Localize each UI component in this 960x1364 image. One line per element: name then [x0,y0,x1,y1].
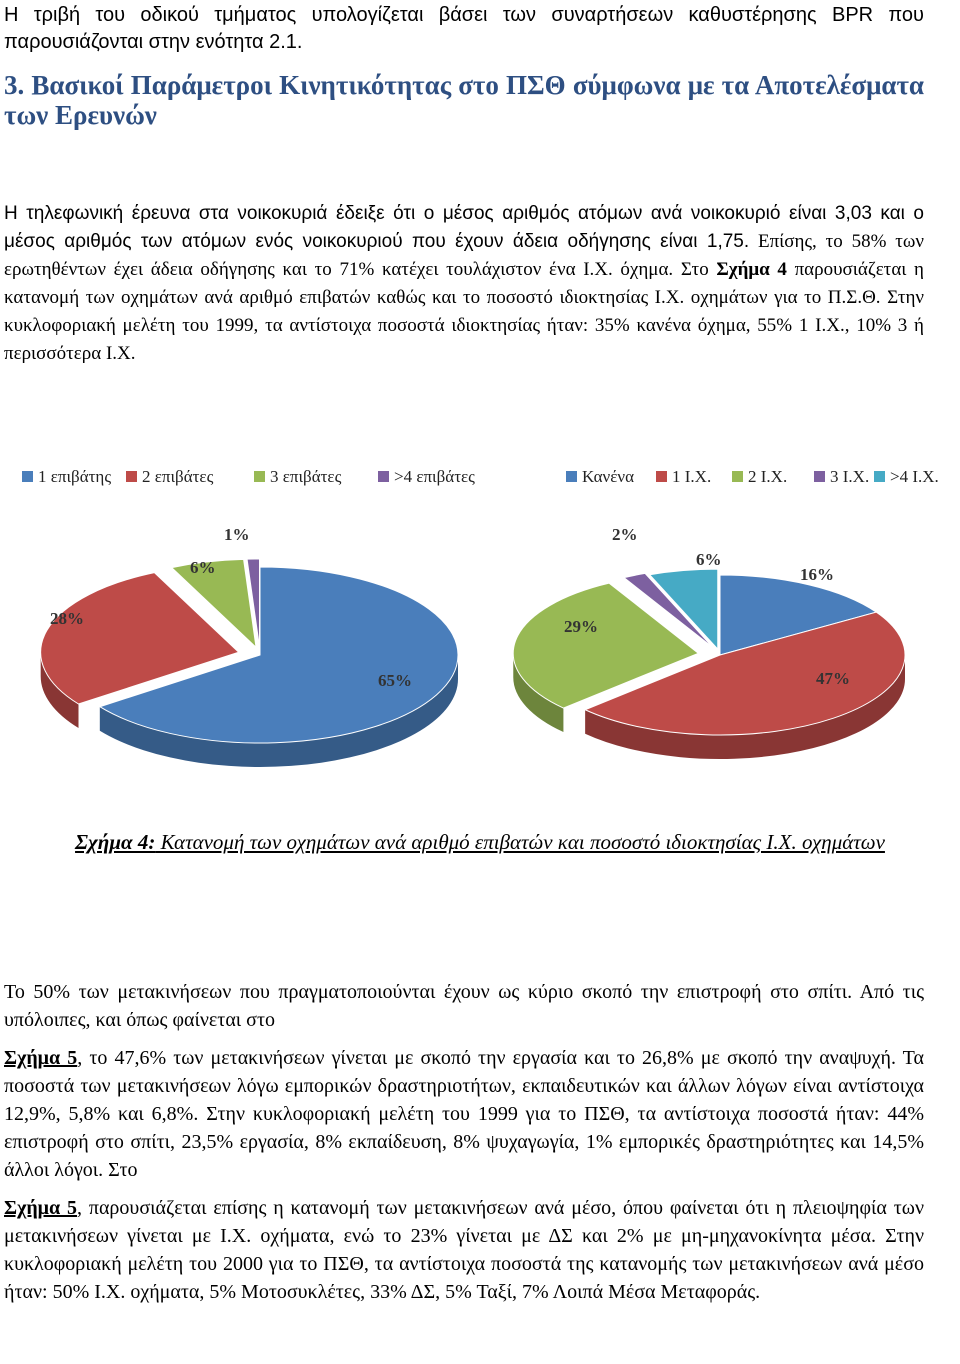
legend-label: 3 επιβάτες [270,467,342,486]
legend-label: >4 Ι.Χ. [890,467,939,486]
trip-mode-text: , παρουσιάζεται επίσης η κατανομή των μετακινήσεων ανά μέσο, όπου φαίνεται ότι η πλειοψηφία των μετακινήσεων γίνεται με Ι.Χ. οχήματα, ενώ το 23% γίνεται με ΔΣ και 2% με μη-μηχανοκίνητα μέσα. Στην κυκλοφοριακή μελέτη του 2000 για το ΠΣΘ, τα αντίστοιχα ποσοστά της κατανομής των μετακινήσεων ανά μέσο ήταν: 50% Ι.Χ. οχήματα, 5% Μοτοσυκλέτες, 33% ΔΣ, 5% Ταξί, 7% Λοιπά Μέσα Μεταφοράς. [4,1197,924,1303]
legend-swatch [22,471,33,482]
legend-label: >4 επιβάτες [394,467,475,486]
legend-swatch [126,471,137,482]
data-label: 1% [224,525,250,544]
data-label: 2% [612,525,638,544]
legend-label: 2 Ι.Χ. [748,467,788,486]
legend-label: 3 Ι.Χ. [830,467,870,486]
legend-swatch [566,471,577,482]
legend-label: 1 Ι.Χ. [672,467,712,486]
trip-purpose-text-a: Το 50% των μετακινήσεων που πραγματοποιούνται έχουν ως κύριο σκοπό την επιστροφή στο σπίτι. Από τις υπόλοιπες, και όπως φαίνεται στο [4,981,924,1031]
household-text-a: Επίσης, το 58% των ερωτηθέντων έχει άδεια οδήγησης και το 71% κατέχει τουλάχιστον ένα Ι.Χ. όχημα. Στο [4,231,924,280]
trip-purpose-text-b: , το 47,6% των μετακινήσεων γίνεται με σκοπό την εργασία και το 26,8% με σκοπό την αναψυχή. Τα ποσοστά των μετακινήσεων λόγω εμπορικών δραστηριοτήτων, εκπαιδευτικών και άλλων λόγων είναι αντίστοιχα 12,9%, 5,8% και 6,8%. Στην κυκλοφοριακή μελέτη του 1999 για το ΠΣΘ, τα αντίστοιχα ποσοστά ήταν: 44% επιστροφή στο σπίτι, 23,5% εργασία, 8% εκπαίδευση, 8% ψυχαγωγία, 1% εμπορικές δραστηριότητες και 14,5% άλλοι λόγοι. Στο [4,1047,925,1181]
figure-caption-text: Κατανομή των οχημάτων ανά αριθμό επιβατών και ποσοστό ιδιοκτησίας Ι.Χ. οχημάτων [155,830,885,854]
legend-swatch [874,471,885,482]
figure-caption-lead: Σχήμα 4: [75,830,156,854]
data-label: 16% [800,565,834,584]
data-label: 65% [378,671,412,690]
figure-caption [0,828,960,856]
household-text-b: παρουσιάζεται η κατανομή των οχημάτων ανά αριθμό επιβατών καθώς και το ποσοστό ιδιοκτησίας Ι.Χ. οχημάτων για το Π.Σ.Θ. Στην κυκλοφοριακή μελέτη του 1999, τα αντίστοιχα ποσοστά ιδιοκτησίας ήταν: 35% κανένα όχημα, 55% 1 Ι.Χ., 10% 3 ή περισσότερα Ι.Χ. [4,259,924,364]
legend-swatch [732,471,743,482]
data-label: 6% [696,550,722,569]
legend-swatch [378,471,389,482]
household-text-sans: Η τηλεφωνική έρευνα στα νοικοκυριά έδειξε ότι ο μέσος αριθμός ατόμων ανά νοικοκυριό είναι 3,03 και ο μέσος αριθμός των ατόμων ενός νοικοκυριού που έχουν άδεια οδήγησης είναι 1,75. [4,203,924,252]
legend-label: 1 επιβάτης [38,467,112,486]
data-label: 47% [816,669,850,688]
legend-swatch [656,471,667,482]
data-label: 29% [564,617,598,636]
household-paragraph [4,200,924,368]
legend-label: Κανένα [582,467,634,486]
legend-swatch [254,471,265,482]
figure-reference: Σχήμα 4 [716,259,787,280]
figure-4-charts [0,450,960,780]
figure-5-reference-1: Σχήμα 5 [4,1047,78,1069]
section-heading: 3. Βασικοί Παράμετροι Κινητικότητας στο ΠΣΘ σύμφωνα με τα Αποτελέσματα των Ερευνών [4,70,924,130]
trip-purpose-paragraph [4,978,924,1306]
legend-label: 2 επιβάτες [142,467,214,486]
data-label: 28% [50,609,84,628]
trip-purpose-block [4,1044,924,1184]
figure-5-reference-2: Σχήμα 5 [4,1197,78,1219]
trip-mode-block [4,1194,924,1306]
data-label: 6% [190,558,216,577]
intro-paragraph: Η τριβή του οδικού τμήματος υπολογίζεται βάσει των συναρτήσεων καθυστέρησης BPR που παρουσιάζονται στην ενότητα 2.1. [4,4,924,53]
legend-swatch [814,471,825,482]
